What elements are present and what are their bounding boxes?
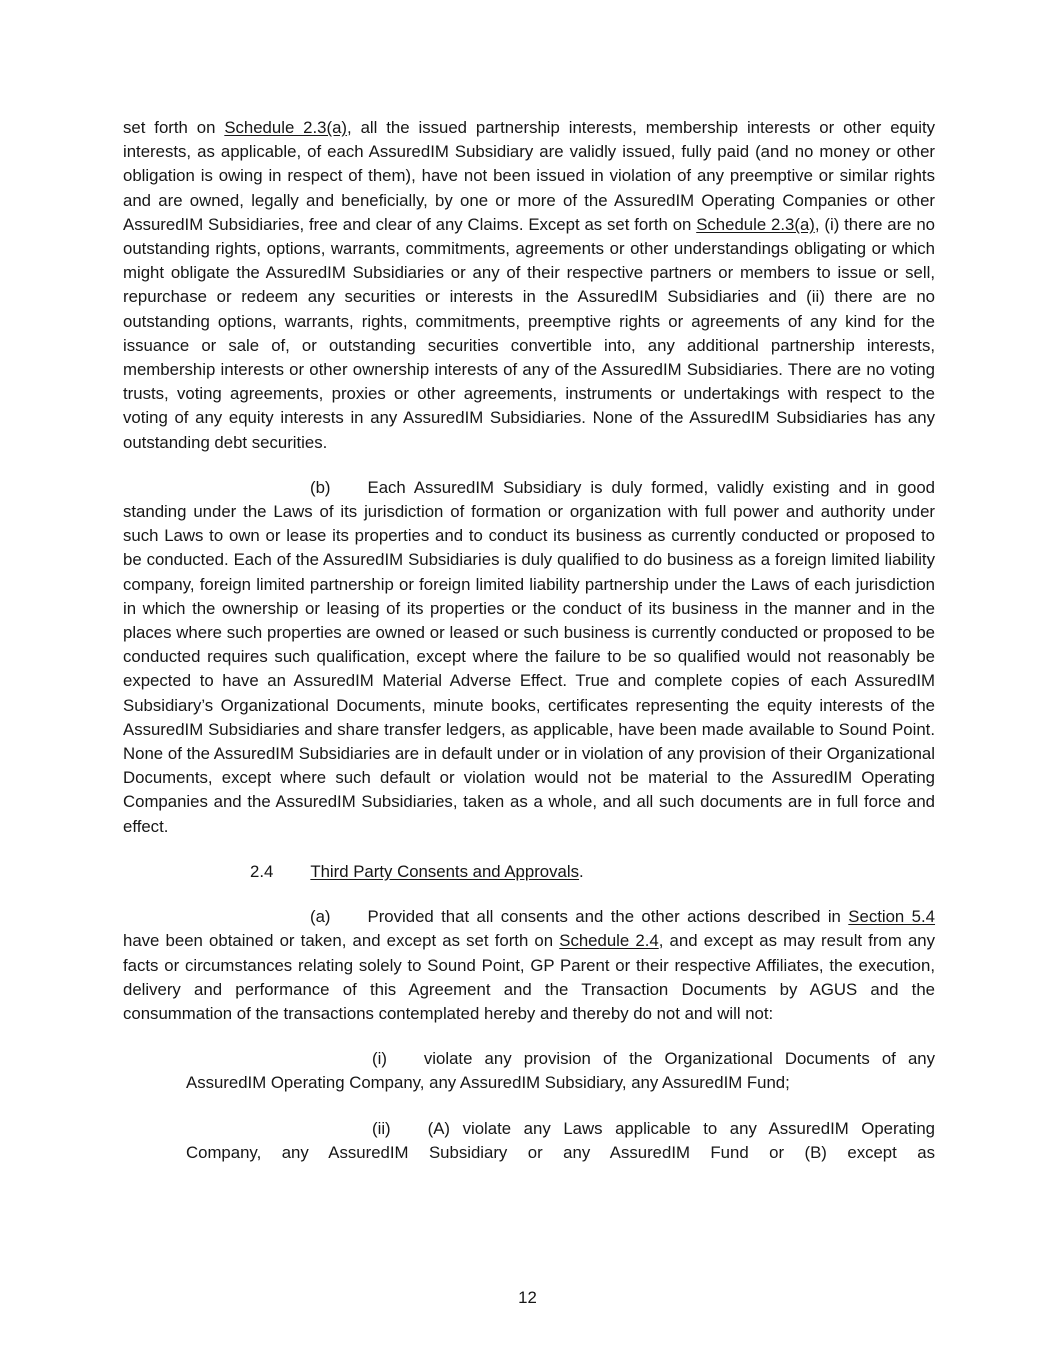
text-segment: Provided that all consents and the other actions described in xyxy=(367,907,849,927)
text-segment: (ii) xyxy=(372,1118,391,1138)
text-segment: violate any provision of the Organizational Documents of any AssuredIM Operating Company, any AssuredIM Subsidiary, any AssuredIM Fund; xyxy=(186,1049,935,1093)
clause-2-4-a-ii xyxy=(186,1117,935,1165)
text-segment: (a) xyxy=(310,907,331,927)
cross-reference: Section 5.4 xyxy=(848,907,936,927)
page-content xyxy=(123,116,935,1186)
cross-reference: Schedule 2.3(a) xyxy=(224,118,348,137)
text-segment: , and except as may result from any facts or circumstances relating solely to Sound Point, GP Parent or their respective Affiliates, the execution, delivery and performance of this Agreement and the Transaction Documents by AGUS and the consummation of the transactions contemplated hereby and thereby do not and will not: xyxy=(123,931,936,1023)
paragraph-continuation xyxy=(123,116,935,455)
text-segment: Each AssuredIM Subsidiary is duly formed, validly existing and in good standing under the Laws of its jurisdiction of formation or organization with full power and authority under such Laws to own or lease its properties and to conduct its business as currently conducted or proposed to be conducted. Each of the AssuredIM Subsidiaries is duly qualified to do business as a foreign limited liability company, foreign limited partnership or foreign limited liability partnership under the Laws of each jurisdiction in which the ownership or leasing of its properties or the conduct of its business in the manner and in the places where such properties are owned or leased or such business is currently conducted or proposed to be conducted requires such qualification, except where the failure to be so qualified would not reasonably be expected to have an AssuredIM Material Adverse Effect. True and complete copies of each AssuredIM Subsidiary’s Organizational Documents, minute books, certificates representing the equity interests of the AssuredIM Subsidiaries and share transfer ledgers, as applicable, have been made available to Sound Point. None of the AssuredIM Subsidiaries are in default under or in violation of any provision of their Organizational Documents, except where such default or violation would not be material to the AssuredIM Operating Companies and the AssuredIM Subsidiaries, taken as a whole, and all such documents are in full force and effect. xyxy=(123,477,935,836)
text-segment: , (i) there are no outstanding rights, options, warrants, commitments, agreements or other understandings obligating or which might obligate the AssuredIM Subsidiaries or any of their respective partners or members to issue or sell, repurchase or redeem any securities or interests in the AssuredIM Subsidiaries and (ii) there are no outstanding options, warrants, rights, commitments, preemptive rights or agreements of any kind for the issuance or sale of, or outstanding securities convertible into, any additional partnership interests, membership interests or other ownership interests of any of the AssuredIM Subsidiaries. There are no voting trusts, voting agreements, proxies or other agreements, instruments or undertakings with respect to the voting of any equity interests in any AssuredIM Subsidiaries. None of the AssuredIM Subsidiaries has any outstanding debt securities. xyxy=(123,214,936,452)
text-segment: have been obtained or taken, and except as set forth on xyxy=(123,931,560,951)
text-segment: (i) xyxy=(372,1049,387,1069)
cross-reference: Third Party Consents and Approvals xyxy=(310,861,579,881)
section-heading-2-4 xyxy=(123,860,935,884)
paragraph-2-4-a xyxy=(123,905,935,1026)
text-segment: 2.4 xyxy=(250,861,274,881)
text-segment: set forth on xyxy=(123,118,225,137)
page-number: 12 xyxy=(518,1288,537,1307)
cross-reference: Schedule 2.3(a) xyxy=(696,214,815,234)
text-segment: (b) xyxy=(310,477,331,497)
clause-2-4-a-i xyxy=(186,1047,935,1095)
text-segment: . xyxy=(578,861,584,881)
paragraph-2-3-b xyxy=(123,476,935,839)
text-segment: (A) violate any Laws applicable to any AssuredIM Operating Company, any AssuredIM Subsidiary or any AssuredIM Fund or (B) except as xyxy=(186,1118,935,1162)
text-segment: , all the issued partnership interests, membership interests or other equity interests, as applicable, of each AssuredIM Subsidiary are validly issued, fully paid (and no money or other obligation is owing in respect of them), have not been issued in violation of any preemptive or similar rights and are owned, legally and beneficially, by one or more of the AssuredIM Operating Companies or other AssuredIM Subsidiaries, free and clear of any Claims. Except as set forth on xyxy=(123,118,935,234)
cross-reference: Schedule 2.4 xyxy=(559,931,659,951)
